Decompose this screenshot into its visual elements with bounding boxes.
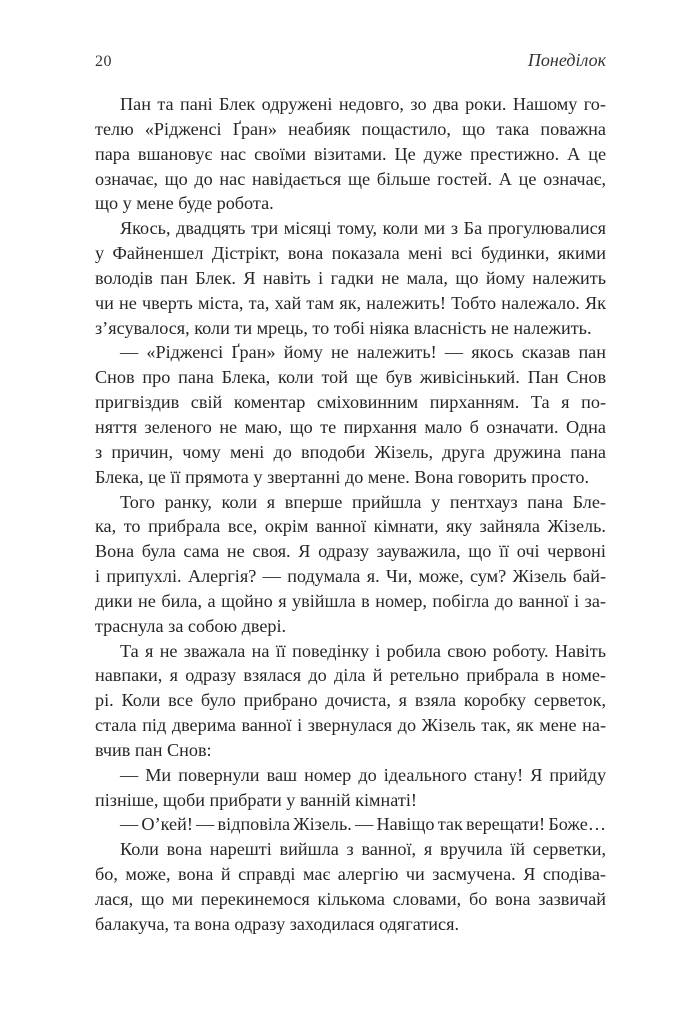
- text-line: і припухлі. Алергія? — подумала я. Чи, може, сум? Жізель бай-: [95, 566, 606, 587]
- text-line: з’ясувалося, коли ти мрець, то тобі ніяка власність не належить.: [95, 317, 592, 338]
- running-head: Понеділок: [527, 50, 606, 70]
- text-line: траснула за собою двері.: [95, 615, 287, 636]
- paragraph: [95, 92, 606, 216]
- text-line: що у мене буде робота.: [95, 193, 274, 214]
- text-line: Пан та пані Блек одружені недовго, зо два роки. Нашому го-: [120, 94, 606, 114]
- text-line: дики не била, а щойно я увійшла в номер, побігла до ванної і за-: [95, 590, 606, 611]
- text-line: пара вшановує нас своїми візитами. Це дуже престижно. А це: [95, 143, 606, 164]
- paragraph: [95, 763, 606, 813]
- text-line: лася, що ми перекинемося кількома словами, бо вона зазвичай: [95, 889, 606, 909]
- text-line: Снов про пана Блека, коли той ще був живісінький. Пан Снов: [95, 367, 606, 388]
- text-line: ка, то прибрала все, окрім ванної кімнати, яку зайняла Жізель.: [95, 516, 606, 537]
- text-line: Та я не зважала на її поведінку і робила свою роботу. Навіть: [120, 640, 606, 661]
- paragraph: [95, 340, 606, 489]
- text-line: — Ми повернули ваш номер до ідеального стану! Я прийду: [120, 764, 606, 785]
- text-line: Того ранку, коли я вперше прийшла у пентхауз пана Бле-: [120, 491, 606, 512]
- paragraph: [95, 639, 606, 763]
- paragraph: [95, 216, 606, 340]
- page-header: [95, 50, 606, 71]
- text-line: — «Рідженсі Ґран» йому не належить! — якось сказав пан: [120, 342, 606, 363]
- text-line: бо, може, вона й справді має алергію чи засмучена. Я сподіва-: [95, 864, 606, 885]
- text-line: — О’кей! — відповіла Жізель. — Навіщо так верещати! Боже…: [120, 814, 606, 835]
- paragraph: [95, 490, 606, 639]
- text-line: пізніше, щоби прибрати у ванній кімнаті!: [95, 789, 417, 810]
- text-line: няття зеленого не маю, що те пирхання мало б означати. Одна: [95, 416, 606, 437]
- text-line: Коли вона нарешті вийшла з ванної, я вручила їй серветки,: [120, 839, 606, 860]
- text-line: вчив пан Снов:: [95, 739, 212, 760]
- text-line: стала під дверима ванної і звернулася до Жізель так, як мене на-: [95, 715, 606, 736]
- text-line: Блека, це її прямота у звертанні до мене. Вона говорить просто.: [95, 466, 589, 487]
- page-number: 20: [95, 53, 112, 70]
- text-line: чи не чверть міста, та, хай там як, належить! Тобто належало. Як: [95, 292, 606, 313]
- text-line: у Файненшел Дістрікт, вона показала мені всі будинки, якими: [95, 243, 606, 264]
- text-line: пригвіздив свій коментар сміховинним пирханням. Та я по-: [95, 392, 606, 413]
- text-line: рі. Коли все було прибрано дочиста, я взяла коробку серветок,: [95, 690, 606, 711]
- text-line: телю «Рідженсі Ґран» неабияк пощастило, що така поважна: [95, 118, 606, 139]
- paragraph: [95, 837, 606, 936]
- text-line: Вона була сама не своя. Я одразу зауважила, що її очі червоні: [95, 541, 606, 562]
- text-line: володів пан Блек. Я навіть і гадки не мала, що йому належить: [95, 267, 606, 288]
- text-line: навпаки, я одразу взялася до діла й ретельно прибрала в номе-: [95, 665, 606, 686]
- page-body: [95, 92, 606, 937]
- text-line: балакуча, та вона одразу заходилася одягатися.: [95, 913, 460, 934]
- text-line: з причин, чому мені до вподоби Жізель, друга дружина пана: [95, 441, 606, 462]
- paragraph: [95, 812, 606, 837]
- text-line: означає, що до нас навідається ще більше гостей. А це означає,: [95, 168, 606, 189]
- text-line: Якось, двадцять три місяці тому, коли ми з Ба прогулювалися: [120, 218, 606, 239]
